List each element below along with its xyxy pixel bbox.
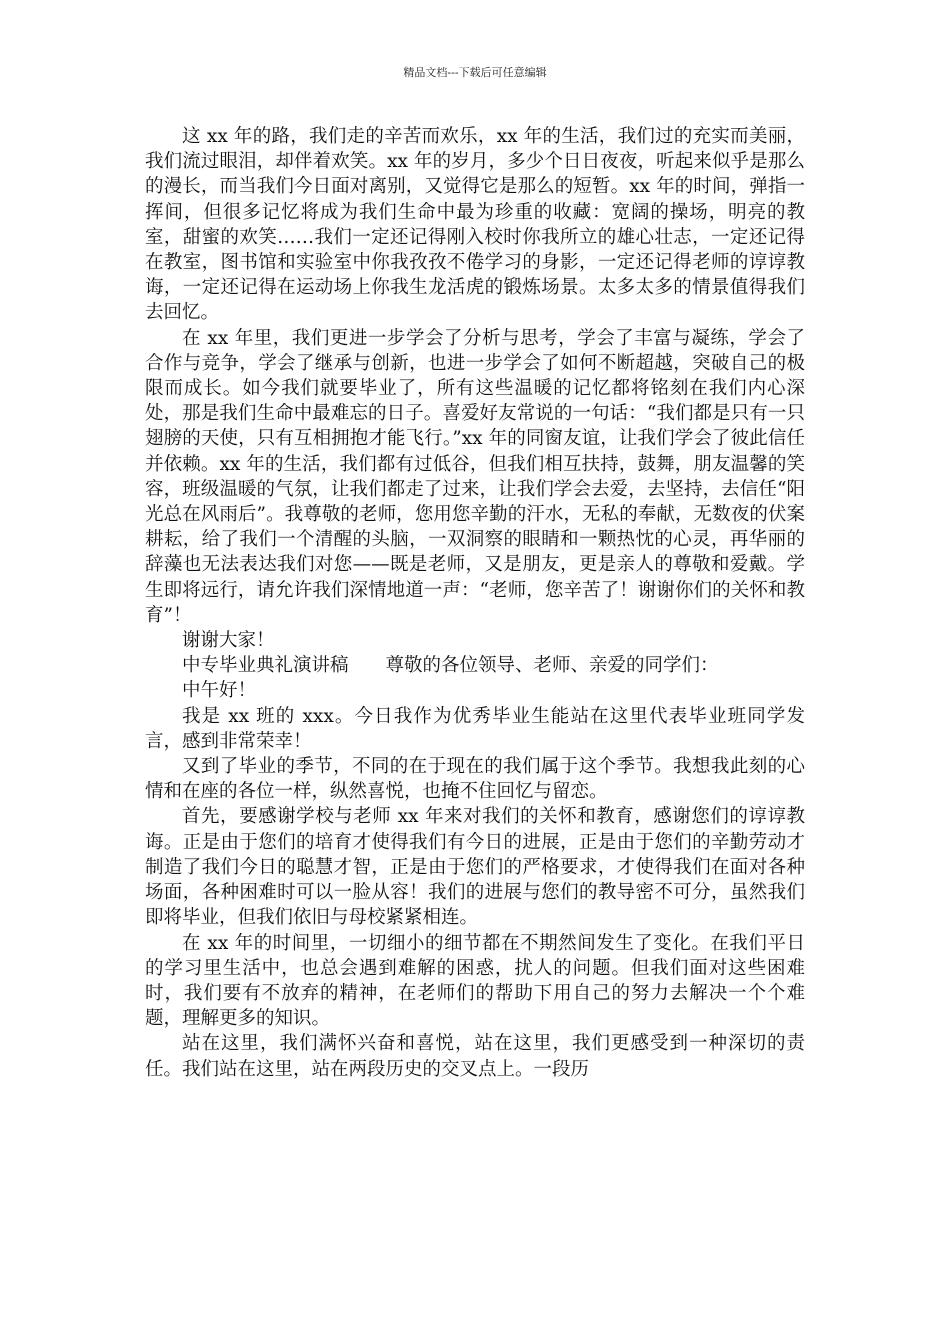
paragraph-6: 我是 xx 班的 xxx。今日我作为优秀毕业生能站在这里代表毕业班同学发言，感到非常荣幸！ — [145, 705, 805, 752]
document-body — [145, 124, 805, 1082]
paragraph-2: 在 xx 年里，我们更进一步学会了分析与思考，学会了丰富与凝练，学会了合作与竞争，学会了继承与创新，也进一步学会了如何不断超越，突破自己的极限而成长。如今我们就要毕业了，所有这些温暖的记忆都将铭刻在我们内心深处，那是我们生命中最难忘的日子。喜爱好友常说的一句话：“我们都是只有一只翅膀的天使，只有互相拥抱才能飞行。”xx 年的同窗友谊，让我们学会了彼此信任并依赖。xx 年的生活，我们都有过低谷，但我们相互扶持，鼓舞，朋友温馨的笑容，班级温暖的气氛，让我们都走了过来，让我们学会去爱，去坚持，去信任“阳光总在风雨后”。我尊敬的老师，您用您辛勤的汗水，无私的奉献，无数夜的伏案耕耘，给了我们一个清醒的头脑，一双洞察的眼睛和一颗热忱的心灵，再华丽的辞藻也无法表达我们对您——既是老师，又是朋友，更是亲人的尊敬和爱戴。学生即将远行，请允许我们深情地道一声：“老师，您辛苦了！谢谢你们的关怀和教育”！ — [145, 327, 805, 626]
paragraph-10: 站在这里，我们满怀兴奋和喜悦，站在这里，我们更感受到一种深切的责任。我们站在这里，站在两段历史的交叉点上。一段历 — [145, 1033, 805, 1080]
paragraph-3: 谢谢大家！ — [182, 630, 275, 652]
paragraph-1: 这 xx 年的路，我们走的辛苦而欢乐，xx 年的生活，我们过的充实而美丽，我们流过眼泪，却伴着欢笑。xx 年的岁月，多少个日日夜夜，听起来似乎是那么的漫长，而当我们今日面对离别，又觉得它是那么的短暂。xx 年的时间，弹指一挥间，但很多记忆将成为我们生命中最为珍重的收藏：宽阔的操场，明亮的教室，甜蜜的欢笑……我们一定还记得刚入校时你我所立的雄心壮志，一定还记得在教室，图书馆和实验室中你我孜孜不倦学习的身影，一定还记得老师的谆谆教诲，一定还记得在运动场上你我生龙活虎的锻炼场景。太多太多的情景值得我们去回忆。 — [145, 126, 805, 324]
paragraph-9: 在 xx 年的时间里，一切细小的细节都在不期然间发生了变化。在我们平日的学习里生活中，也总会遇到难解的困惑，扰人的问题。但我们面对这些困难时，我们要有不放弃的精神，在老师们的帮助下用自己的努力去解决一个个难题，理解更多的知识。 — [145, 932, 805, 1030]
paragraph-5: 中午好！ — [182, 680, 257, 702]
page-header: 精品文档---下载后可任意编辑 — [403, 66, 547, 79]
paragraph-7: 又到了毕业的季节，不同的在于现在的我们属于这个季节。我想我此刻的心情和在座的各位一样，纵然喜悦，也掩不住回忆与留恋。 — [145, 756, 805, 803]
paragraph-8: 首先，要感谢学校与老师 xx 年来对我们的关怀和教育，感谢您们的谆谆教诲。正是由于您们的培育才使得我们有今日的进展，正是由于您们的辛勤劳动才制造了我们今日的聪慧才智，正是由于您们的严格要求，才使得我们在面对各种场面，各种困难时可以一脸从容！我们的进展与您们的教导密不可分，虽然我们即将毕业，但我们依旧与母校紧紧相连。 — [145, 806, 805, 929]
paragraph-4: 中专毕业典礼演讲稿 尊敬的各位领导、老师、亲爱的同学们： — [182, 655, 719, 677]
